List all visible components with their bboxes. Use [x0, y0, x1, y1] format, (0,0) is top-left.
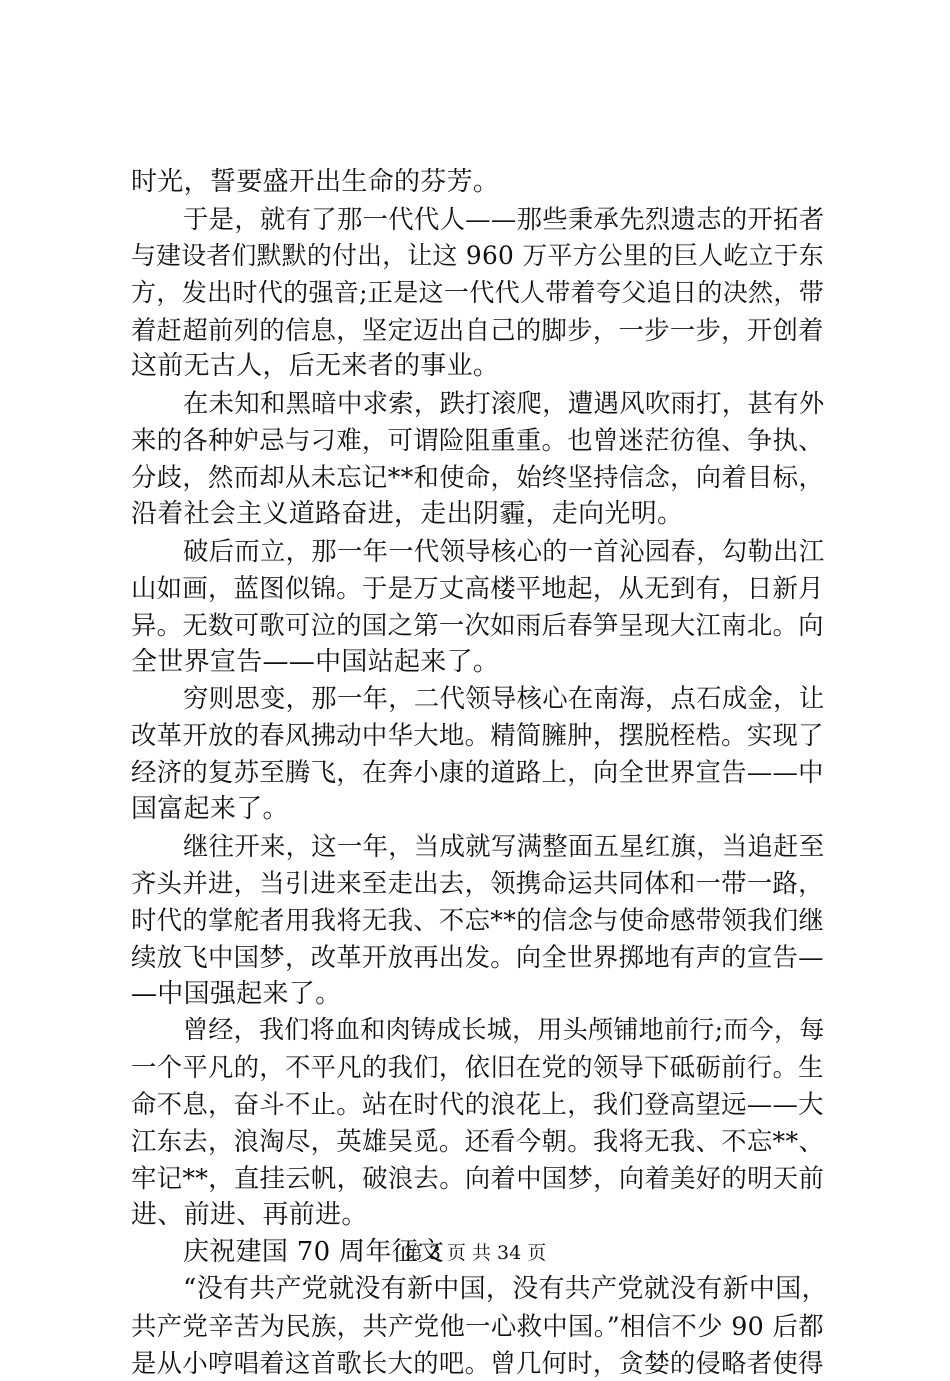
text-line: 命不息，奋斗不止。站在时代的浪花上，我们登高望远——大 [131, 1086, 831, 1123]
text-line: 这前无古人，后无来者的事业。 [131, 348, 831, 385]
text-line: 继往开来，这一年，当成就写满整面五星红旗，当追赶至 [131, 828, 831, 865]
text-line: 破后而立，那一年一代领导核心的一首沁园春，勾勒出江 [131, 533, 831, 570]
text-line: 经济的复苏至腾飞，在奔小康的道路上，向全世界宣告——中 [131, 754, 831, 791]
text-line: 曾经，我们将血和肉铸成长城，用头颅铺地前行;而今，每 [131, 1012, 831, 1049]
text-line: 穷则思变，那一年，二代领导核心在南海，点石成金，让 [131, 680, 831, 717]
text-line: 庆祝建国 70 周年征文 [131, 1234, 831, 1271]
text-line: 江东去，浪淘尽，英雄吴觅。还看今朝。我将无我、不忘**、 [131, 1123, 831, 1160]
text-line: 进、前进、再前进。 [131, 1197, 831, 1234]
text-line: 续放飞中国梦，改革开放再出发。向全世界掷地有声的宣告— [131, 939, 831, 976]
text-line: 来的各种妒忌与刁难，可谓险阻重重。也曾迷茫彷徨、争执、 [131, 422, 831, 459]
text-line: 山如画，蓝图似锦。于是万丈高楼平地起，从无到有，日新月 [131, 570, 831, 607]
text-line: 方，发出时代的强音;正是这一代代人带着夸父追日的决然，带 [131, 275, 831, 312]
text-line: 分歧，然而却从未忘记**和使命，始终坚持信念，向着目标， [131, 459, 831, 496]
text-line: 齐头并进，当引进来至走出去，领携命运共同体和一带一路， [131, 865, 831, 902]
text-line: 沿着社会主义道路奋进，走出阴霾，走向光明。 [131, 496, 831, 533]
text-line: 在未知和黑暗中求索，跌打滚爬，遭遇风吹雨打，甚有外 [131, 385, 831, 422]
text-line: 与建设者们默默的付出，让这 960 万平方公里的巨人屹立于东 [131, 238, 831, 275]
text-line: 共产党辛苦为民族，共产党他一心救中国。”相信不少 90 后都 [131, 1308, 831, 1345]
text-line: 着赶超前列的信息，坚定迈出自己的脚步，一步一步，开创着 [131, 312, 831, 349]
text-line: 时光，誓要盛开出生命的芬芳。 [131, 164, 831, 201]
text-line: 国富起来了。 [131, 791, 831, 828]
text-line: “没有共产党就没有新中国，没有共产党就没有新中国， [131, 1271, 831, 1308]
page-footer: 第 3 页 共 34 页 [0, 1238, 950, 1268]
text-line: 改革开放的春风拂动中华大地。精简臃肿，摆脱桎梏。实现了 [131, 717, 831, 754]
document-body [131, 164, 831, 1381]
text-line: 是从小哼唱着这首歌长大的吧。曾几何时，贪婪的侵略者使得 [131, 1345, 831, 1381]
text-line: 一个平凡的，不平凡的我们，依旧在党的领导下砥砺前行。生 [131, 1049, 831, 1086]
text-line: 于是，就有了那一代代人——那些秉承先烈遗志的开拓者 [131, 201, 831, 238]
text-line: 牢记**，直挂云帆，破浪去。向着中国梦，向着美好的明天前 [131, 1160, 831, 1197]
text-line: —中国强起来了。 [131, 976, 831, 1013]
text-line: 异。无数可歌可泣的国之第一次如雨后春笋呈现大江南北。向 [131, 607, 831, 644]
text-line: 时代的掌舵者用我将无我、不忘**的信念与使命感带领我们继 [131, 902, 831, 939]
text-line: 全世界宣告——中国站起来了。 [131, 644, 831, 681]
